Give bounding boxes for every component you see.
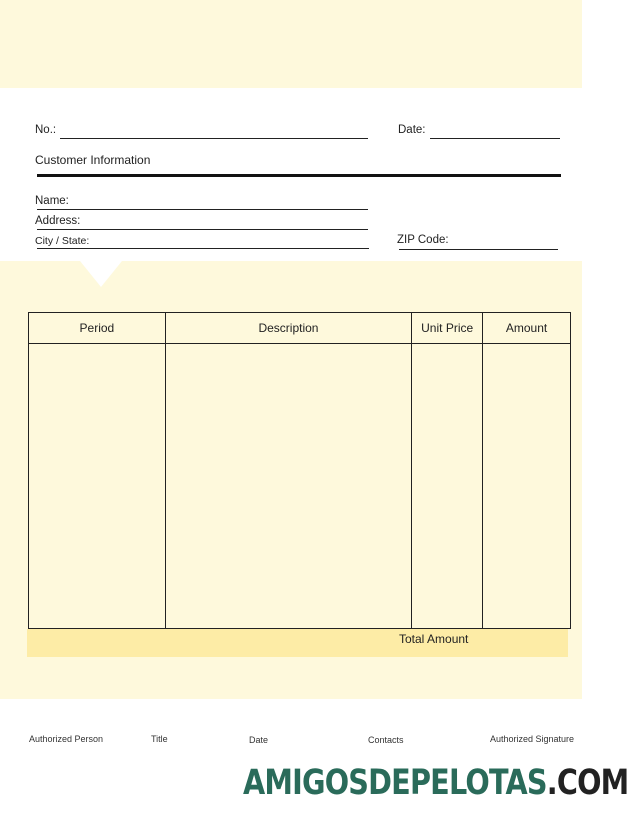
city-state-label: City / State: xyxy=(35,235,90,247)
name-label: Name: xyxy=(35,195,69,207)
number-line[interactable] xyxy=(60,138,368,139)
name-line[interactable] xyxy=(37,209,368,210)
total-amount-label: Total Amount xyxy=(399,632,469,646)
description-cell[interactable] xyxy=(165,344,412,629)
period-cell[interactable] xyxy=(29,344,166,629)
pointer-notch xyxy=(80,261,122,287)
column-header-amount: Amount xyxy=(483,313,571,344)
section-divider xyxy=(37,174,561,177)
address-line[interactable] xyxy=(37,229,368,230)
table-header-row xyxy=(29,313,571,344)
amount-cell[interactable] xyxy=(483,344,571,629)
column-header-description: Description xyxy=(165,313,412,344)
top-band xyxy=(0,0,582,88)
footer-title: Title xyxy=(151,734,168,744)
table-row xyxy=(29,344,571,629)
number-label: No.: xyxy=(35,124,57,136)
brand-tld: .COM xyxy=(546,763,628,803)
date-line[interactable] xyxy=(430,138,560,139)
city-state-line[interactable] xyxy=(37,248,369,249)
unit-price-cell[interactable] xyxy=(412,344,483,629)
zip-label: ZIP Code: xyxy=(397,234,449,246)
footer-authorized-signature: Authorized Signature xyxy=(490,734,575,744)
column-header-period: Period xyxy=(29,313,166,344)
address-label: Address: xyxy=(35,215,81,227)
brand-name: AMIGOSDEPELOTAS xyxy=(243,763,547,803)
column-header-unit-price: Unit Price xyxy=(412,313,483,344)
brand-logo xyxy=(243,759,628,807)
footer-date: Date xyxy=(249,735,269,745)
footer-authorized-person: Authorized Person xyxy=(29,734,104,744)
zip-line[interactable] xyxy=(399,249,558,250)
total-bar xyxy=(27,629,568,657)
items-table xyxy=(28,312,571,629)
date-label: Date: xyxy=(398,124,426,136)
customer-section-title: Customer Information xyxy=(35,153,151,167)
footer-contacts: Contacts xyxy=(368,735,404,745)
